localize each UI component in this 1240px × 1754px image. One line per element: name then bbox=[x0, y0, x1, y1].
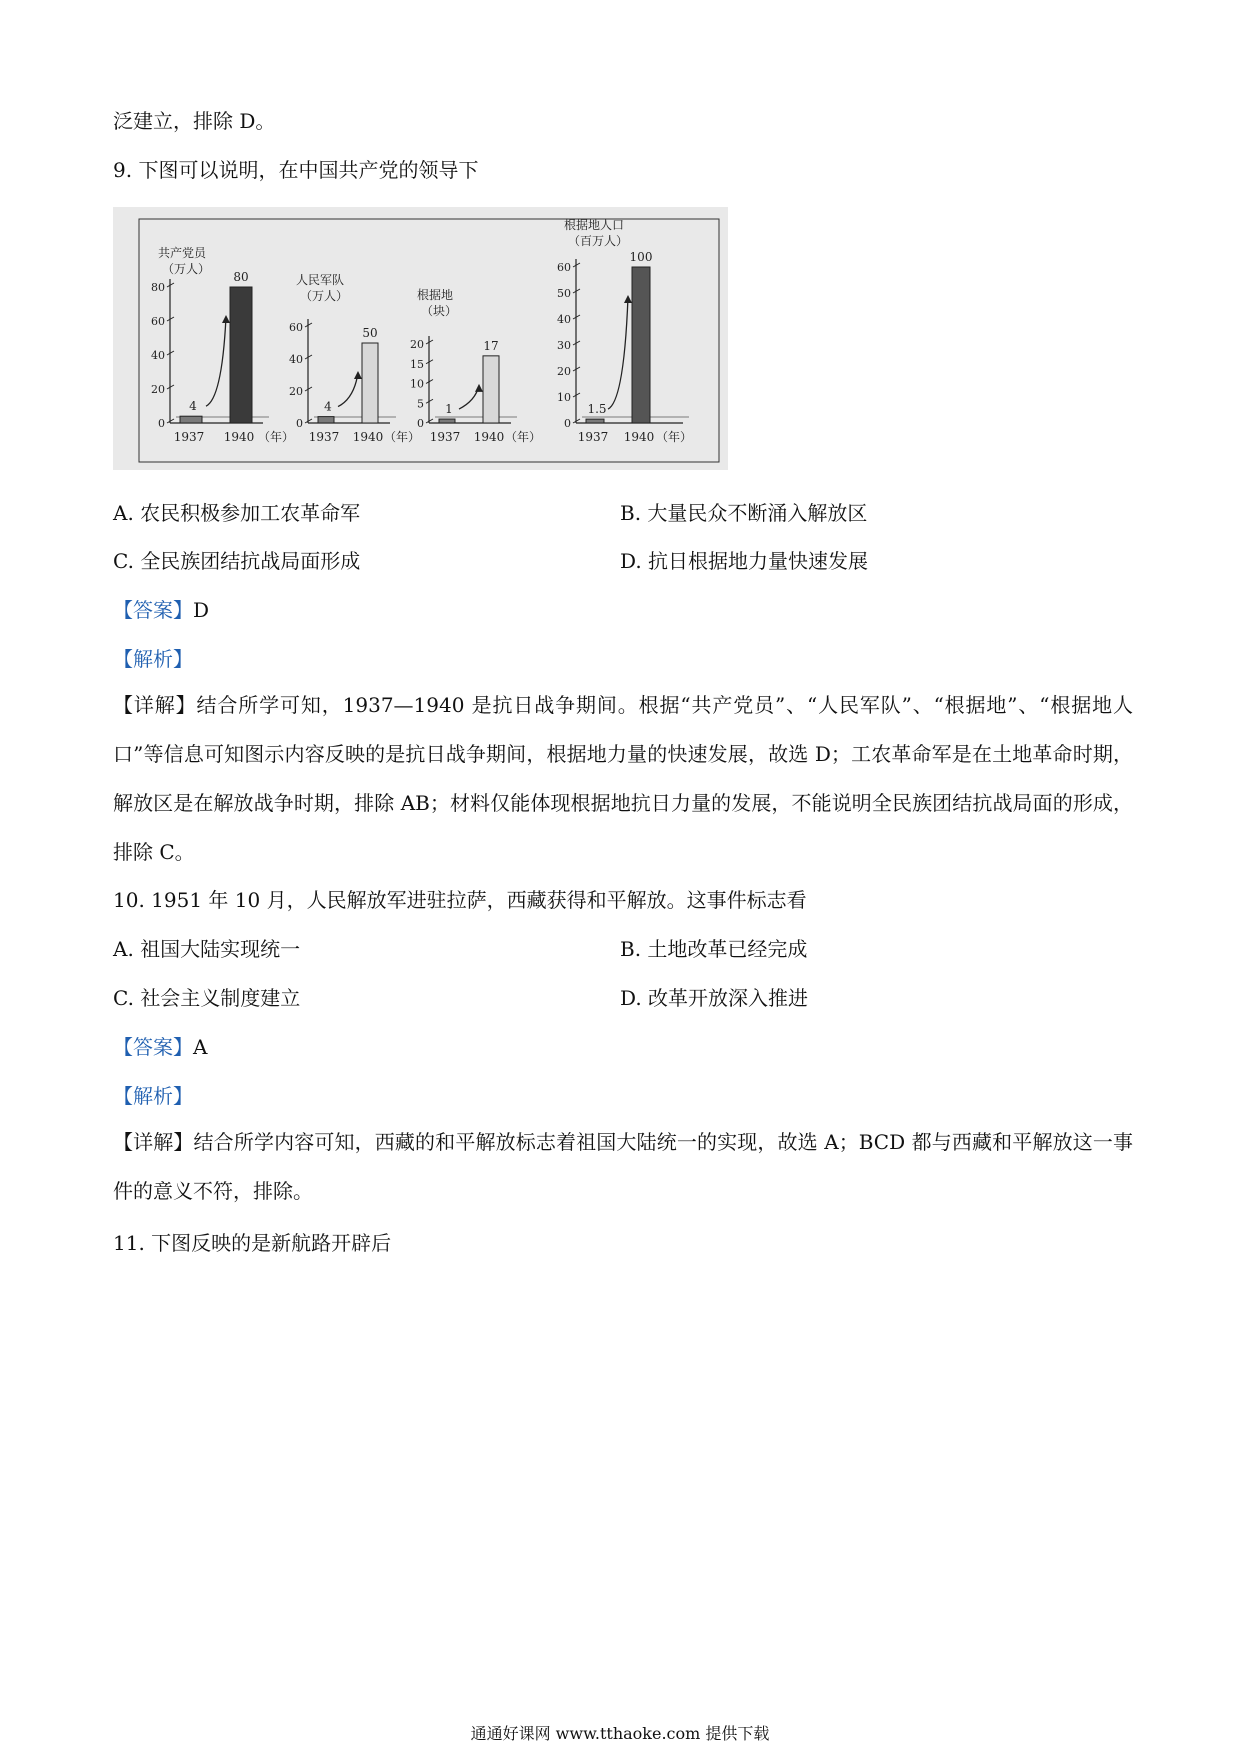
y-tick-label: 30 bbox=[557, 339, 571, 352]
value-label: 17 bbox=[483, 338, 499, 353]
answer-tag: 【答案】 bbox=[113, 1035, 193, 1059]
q9-option-a bbox=[113, 498, 360, 528]
option-text: 大量民众不断涌入解放区 bbox=[647, 501, 868, 525]
y-tick-label: 80 bbox=[151, 281, 165, 294]
detail-text: 结合所学可知，1937—1940 是抗日战争期间。根据“共产党员”、“人民军队”、“根据地”、“根据地人口”等信息可知图示内容反映的是抗日战争期间，根据地力量的快速发展，故选 D；工农革命军是在土地革命时期，解放区是在解放战争时期，排除 AB；材料仅能体现根据地抗日力量的发展，不能说明全民族团结抗战局面的形成，排除 C。 bbox=[113, 693, 1134, 864]
option-label: B. bbox=[620, 501, 642, 525]
y-tick-label: 40 bbox=[557, 313, 571, 326]
growth-arrow bbox=[206, 317, 226, 406]
growth-arrow bbox=[608, 297, 628, 409]
q9-option-b bbox=[620, 498, 867, 528]
x-unit: （年） bbox=[258, 430, 295, 444]
q10-option-c bbox=[113, 983, 300, 1013]
value-label: 4 bbox=[189, 399, 197, 414]
x-unit: （年） bbox=[384, 430, 421, 444]
q9-bar-charts bbox=[113, 207, 728, 470]
answer-tag: 【答案】 bbox=[113, 598, 193, 622]
y-tick-label: 0 bbox=[417, 417, 424, 430]
option-label: C. bbox=[113, 986, 134, 1010]
chart-title: 根据地人口 bbox=[564, 218, 625, 232]
y-tick-label: 20 bbox=[289, 385, 303, 398]
chart-unit: （万人） bbox=[300, 289, 349, 303]
continuation-line: 泛建立，排除 D。 bbox=[113, 109, 276, 133]
q10-option-d bbox=[620, 983, 808, 1013]
bar-1937 bbox=[439, 419, 455, 423]
answer-value: A bbox=[193, 1035, 208, 1059]
y-tick-label: 20 bbox=[557, 365, 571, 378]
x-tick-label: 1940 bbox=[223, 430, 255, 444]
option-text: 农民积极参加工农革命军 bbox=[140, 501, 361, 525]
q9-figure bbox=[113, 207, 728, 470]
y-tick-label: 15 bbox=[410, 357, 424, 371]
q9-option-d bbox=[620, 546, 868, 576]
chart-unit: （块） bbox=[421, 304, 458, 318]
chart-unit: （万人） bbox=[162, 262, 211, 276]
x-tick-label: 1937 bbox=[429, 430, 461, 444]
y-tick-label: 60 bbox=[289, 321, 303, 334]
q10-stem: 10. 1951 年 10 月，人民解放军进驻拉萨，西藏获得和平解放。这事件标志看 bbox=[113, 888, 807, 912]
x-tick-label: 1940 bbox=[352, 430, 384, 444]
arrow-head bbox=[624, 295, 632, 303]
y-tick-label: 20 bbox=[151, 383, 165, 396]
q10-detail bbox=[113, 1118, 1133, 1216]
option-text: 全民族团结抗战局面形成 bbox=[140, 549, 361, 573]
y-tick-label: 40 bbox=[151, 349, 165, 362]
option-label: A. bbox=[113, 937, 134, 961]
value-label: 50 bbox=[362, 326, 378, 340]
q10-analysis-tag: 【解析】 bbox=[113, 1084, 193, 1108]
x-tick-label: 1940 bbox=[623, 430, 655, 444]
answer-value: D bbox=[193, 598, 210, 622]
x-unit: （年） bbox=[505, 430, 542, 444]
y-tick-label: 5 bbox=[417, 397, 424, 411]
option-text: 抗日根据地力量快速发展 bbox=[648, 549, 869, 573]
chart-title: 共产党员 bbox=[158, 246, 207, 260]
y-tick-label: 0 bbox=[564, 417, 571, 430]
option-text: 社会主义制度建立 bbox=[140, 986, 301, 1010]
y-tick-label: 10 bbox=[410, 377, 424, 391]
y-tick-label: 10 bbox=[557, 391, 571, 404]
detail-text: 结合所学内容可知，西藏的和平解放标志着祖国大陆统一的实现，故选 A；BCD 都与西藏和平解放这一事件的意义不符，排除。 bbox=[113, 1130, 1133, 1203]
q11-stem: 11. 下图反映的是新航路开辟后 bbox=[113, 1231, 392, 1255]
x-unit: （年） bbox=[656, 430, 693, 444]
value-label: 1.5 bbox=[587, 402, 607, 417]
detail-tag: 【详解】 bbox=[113, 693, 197, 717]
q9-answer bbox=[113, 595, 209, 625]
q10-option-b bbox=[620, 934, 807, 964]
bar-1937 bbox=[586, 419, 604, 423]
chart-title: 人民军队 bbox=[296, 273, 345, 287]
arrow-head bbox=[354, 371, 362, 379]
option-label: C. bbox=[113, 549, 134, 573]
q10-answer bbox=[113, 1032, 207, 1062]
value-label: 100 bbox=[629, 250, 653, 264]
q9-stem: 9. 下图可以说明，在中国共产党的领导下 bbox=[113, 158, 479, 182]
y-tick-label: 40 bbox=[289, 353, 303, 366]
growth-arrow bbox=[459, 386, 479, 409]
bar-1940 bbox=[362, 343, 378, 423]
option-label: D. bbox=[620, 986, 642, 1010]
y-tick-label: 50 bbox=[557, 287, 571, 300]
footer: 通通好课网 www.tthaoke.com 提供下载 bbox=[470, 1724, 770, 1743]
q9-detail bbox=[113, 681, 1133, 877]
bar-1940 bbox=[632, 267, 650, 423]
option-label: A. bbox=[113, 501, 134, 525]
y-tick-label: 0 bbox=[296, 417, 303, 430]
detail-tag: 【详解】 bbox=[113, 1130, 194, 1154]
x-tick-label: 1937 bbox=[173, 430, 205, 444]
bar-1940 bbox=[483, 356, 499, 423]
bar-1937 bbox=[318, 417, 334, 423]
value-label: 4 bbox=[324, 399, 332, 414]
option-label: B. bbox=[620, 937, 642, 961]
bar-1937 bbox=[180, 416, 202, 423]
y-tick-label: 60 bbox=[151, 315, 165, 328]
arrow-head bbox=[222, 315, 230, 323]
chart-unit: （百万人） bbox=[568, 234, 629, 248]
q9-option-c bbox=[113, 546, 360, 576]
chart-title: 根据地 bbox=[417, 288, 454, 302]
bar-1940 bbox=[230, 287, 252, 423]
value-label: 80 bbox=[233, 270, 249, 284]
q10-option-a bbox=[113, 934, 300, 964]
x-tick-label: 1937 bbox=[308, 430, 340, 444]
arrow-head bbox=[475, 384, 483, 392]
y-tick-label: 20 bbox=[410, 338, 424, 351]
option-text: 改革开放深入推进 bbox=[648, 986, 809, 1010]
q9-analysis-tag: 【解析】 bbox=[113, 647, 193, 671]
option-label: D. bbox=[620, 549, 642, 573]
value-label: 1 bbox=[445, 402, 453, 417]
x-tick-label: 1937 bbox=[577, 430, 609, 444]
y-tick-label: 60 bbox=[557, 261, 571, 274]
option-text: 祖国大陆实现统一 bbox=[140, 937, 301, 961]
option-text: 土地改革已经完成 bbox=[647, 937, 808, 961]
x-tick-label: 1940 bbox=[473, 430, 505, 444]
y-tick-label: 0 bbox=[158, 417, 165, 430]
